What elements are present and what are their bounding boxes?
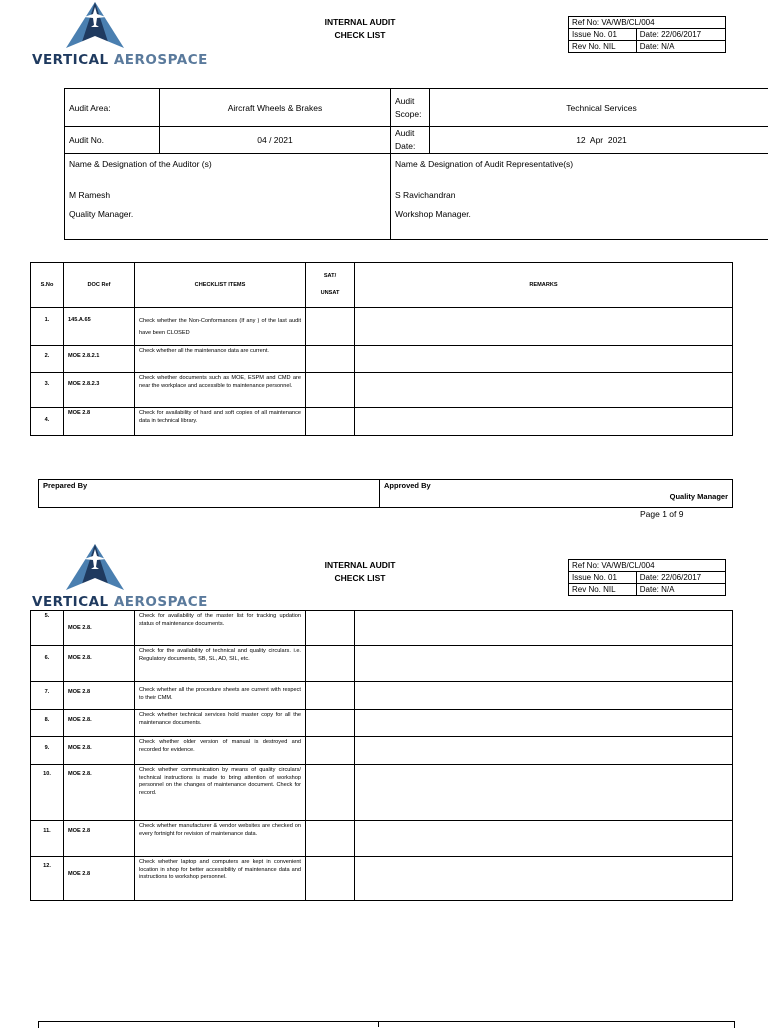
revision-date: Date: N/A: [636, 584, 725, 596]
table-row: [31, 821, 733, 857]
title-line-2: CHECK LIST: [290, 29, 430, 42]
logo-mountain-icon: [60, 544, 130, 592]
row-doc-ref: MOE 2.8.2.1: [64, 346, 135, 373]
reference-box: [568, 16, 726, 53]
row-checklist-item: Check whether technical services hold master copy for all the maintenance documents.: [135, 710, 306, 737]
row-remarks-cell[interactable]: [355, 737, 733, 765]
prepared-by-label: Prepared By: [43, 481, 87, 490]
row-sat-unsat-cell[interactable]: [306, 373, 355, 408]
auditor-label: Name & Designation of the Auditor (s): [69, 159, 386, 169]
audit-number-value: 04 / 2021: [160, 127, 391, 154]
company-logo: [60, 2, 130, 55]
audit-area-value: Aircraft Wheels & Brakes: [160, 89, 391, 127]
row-doc-ref: MOE 2.8.: [64, 765, 135, 821]
row-doc-ref: 145.A.65: [64, 308, 135, 346]
table-row: [31, 737, 733, 765]
ref-number: Ref No: VA/WB/CL/004: [569, 17, 726, 29]
row-sat-unsat-cell[interactable]: [306, 737, 355, 765]
audit-date-label: Audit Date:: [391, 127, 430, 154]
representative-role: Workshop Manager.: [395, 209, 768, 219]
checklist-table-page2: [30, 610, 733, 901]
issue-date: Date: 22/06/2017: [636, 29, 725, 41]
row-sat-unsat-cell[interactable]: [306, 646, 355, 682]
revision-date: Date: N/A: [636, 41, 725, 53]
row-remarks-cell[interactable]: [355, 710, 733, 737]
row-sat-unsat-cell[interactable]: [306, 682, 355, 710]
issue-number: Issue No. 01: [569, 572, 637, 584]
row-sno: 2.: [31, 346, 64, 373]
document-title: [290, 559, 430, 585]
row-sno: 10.: [31, 765, 64, 821]
title-line-1: INTERNAL AUDIT: [290, 16, 430, 29]
logo-word-vertical: VERTICAL: [32, 52, 109, 68]
checklist-header-row: [31, 263, 733, 308]
row-remarks-cell[interactable]: [355, 408, 733, 436]
row-doc-ref: MOE 2.8: [64, 408, 135, 436]
header-sno: S.No: [31, 263, 64, 308]
approved-by-cell[interactable]: [380, 480, 733, 508]
auditor-role: Quality Manager.: [69, 209, 386, 219]
row-checklist-item: Check whether manufacturer & vendor websites are checked on every fortnight for revision of maintenance data.: [135, 821, 306, 857]
row-sno: 3.: [31, 373, 64, 408]
row-sat-unsat-cell[interactable]: [306, 408, 355, 436]
logo-word-aerospace: AEROSPACE: [114, 52, 208, 68]
row-sno: 4.: [31, 408, 64, 436]
header-doc-ref: DOC Ref: [64, 263, 135, 308]
row-checklist-item: Check whether older version of manual is destroyed and recorded for evidence.: [135, 737, 306, 765]
table-row: [31, 857, 733, 901]
revision-number: Rev No. NIL: [569, 41, 637, 53]
representative-cell: [391, 154, 768, 240]
row-sat-unsat-cell[interactable]: [306, 857, 355, 901]
row-doc-ref: MOE 2.8.: [64, 710, 135, 737]
representative-label: Name & Designation of Audit Representative(s): [395, 159, 768, 169]
audit-area-label: Audit Area:: [65, 89, 160, 127]
audit-scope-value: Technical Services: [430, 89, 768, 127]
row-checklist-item: Check for the availability of technical and quality circulars. i.e. Regulatory documents, SB, SL, AD, SIL, etc.: [135, 646, 306, 682]
auditor-cell: [65, 154, 391, 240]
row-checklist-item: Check whether all the maintenance data are current.: [135, 346, 306, 373]
row-sno: 5.: [31, 611, 64, 646]
checklist-table-page1: [30, 262, 733, 436]
row-doc-ref: MOE 2.8: [64, 821, 135, 857]
row-sno: 11.: [31, 821, 64, 857]
page-number: Page 1 of 9: [640, 509, 683, 519]
row-sat-unsat-cell[interactable]: [306, 821, 355, 857]
issue-number: Issue No. 01: [569, 29, 637, 41]
table-row: [31, 408, 733, 436]
revision-number: Rev No. NIL: [569, 584, 637, 596]
company-logo-text: [32, 52, 208, 68]
row-checklist-item: Check for availability of hard and soft copies of all maintenance data in technical library.: [135, 408, 306, 436]
row-checklist-item: Check whether all the procedure sheets are current with respect to their CMM.: [135, 682, 306, 710]
audit-info-table: [64, 88, 768, 240]
row-remarks-cell[interactable]: [355, 682, 733, 710]
table-row: [31, 373, 733, 408]
table-row: [31, 765, 733, 821]
row-sat-unsat-cell[interactable]: [306, 611, 355, 646]
row-remarks-cell[interactable]: [355, 611, 733, 646]
document-title: [290, 16, 430, 42]
row-checklist-item: Check whether laptop and computers are kept in convenient location in shop for better accessibility of maintenance data and instructions to workshop personnel.: [135, 857, 306, 901]
audit-scope-label: Audit Scope:: [391, 89, 430, 127]
company-logo-text: [32, 594, 208, 610]
approved-by-label: Approved By: [384, 481, 728, 490]
ref-number: Ref No: VA/WB/CL/004: [569, 560, 726, 572]
row-sat-unsat-cell[interactable]: [306, 346, 355, 373]
reference-box: [568, 559, 726, 596]
row-sat-unsat-cell[interactable]: [306, 765, 355, 821]
header-remarks: REMARKS: [355, 263, 733, 308]
row-remarks-cell[interactable]: [355, 346, 733, 373]
row-sno: 1.: [31, 308, 64, 346]
signature-table: [38, 479, 733, 508]
row-sat-unsat-cell[interactable]: [306, 710, 355, 737]
row-remarks-cell[interactable]: [355, 646, 733, 682]
row-remarks-cell[interactable]: [355, 765, 733, 821]
table-row: [31, 346, 733, 373]
row-doc-ref: MOE 2.8.2.3: [64, 373, 135, 408]
row-doc-ref: MOE 2.8.: [64, 737, 135, 765]
row-sno: 8.: [31, 710, 64, 737]
row-checklist-item: Check whether documents such as MOE, ESPM and CMD are near the workplace and accessible to maintenance personnel.: [135, 373, 306, 408]
table-row: [31, 710, 733, 737]
company-logo: [60, 544, 130, 597]
table-row: [31, 682, 733, 710]
row-doc-ref: MOE 2.8.: [64, 646, 135, 682]
row-sat-unsat-cell[interactable]: [306, 308, 355, 346]
row-doc-ref: MOE 2.8: [64, 682, 135, 710]
auditor-name: M Ramesh: [69, 190, 386, 200]
row-remarks-cell[interactable]: [355, 857, 733, 901]
audit-date-value: 12 Apr 2021: [430, 127, 768, 154]
header-sat-unsat: [306, 263, 355, 308]
approver-title: Quality Manager: [384, 492, 728, 501]
table-row: [31, 308, 733, 346]
logo-word-vertical: VERTICAL: [32, 594, 109, 610]
row-doc-ref: MOE 2.8.: [64, 611, 135, 646]
row-remarks-cell[interactable]: [355, 821, 733, 857]
row-doc-ref: MOE 2.8: [64, 857, 135, 901]
title-line-2: CHECK LIST: [290, 572, 430, 585]
row-sno: 12.: [31, 857, 64, 901]
bottom-signature-table-edge: [38, 1021, 735, 1028]
audit-number-label: Audit No.: [65, 127, 160, 154]
logo-word-aerospace: AEROSPACE: [114, 594, 208, 610]
title-line-1: INTERNAL AUDIT: [290, 559, 430, 572]
row-sno: 7.: [31, 682, 64, 710]
header-checklist-items: CHECKLIST ITEMS: [135, 263, 306, 308]
prepared-by-cell[interactable]: [39, 480, 380, 508]
header-sat: SAT/: [310, 268, 350, 285]
row-checklist-item: Check for availability of the master list for tracking updation status of maintenance documents.: [135, 611, 306, 646]
row-remarks-cell[interactable]: [355, 308, 733, 346]
representative-name: S Ravichandran: [395, 190, 768, 200]
row-remarks-cell[interactable]: [355, 373, 733, 408]
table-row: [31, 611, 733, 646]
row-sno: 9.: [31, 737, 64, 765]
logo-mountain-icon: [60, 2, 130, 50]
issue-date: Date: 22/06/2017: [636, 572, 725, 584]
row-checklist-item: Check whether communication by means of quality circulars/ technical instructions is made to bring attention of workshop personnel on the changes of maintenance document. Check for record.: [135, 765, 306, 821]
row-sno: 6.: [31, 646, 64, 682]
bottom-signature-divider: [378, 1021, 379, 1027]
row-checklist-item: Check whether the Non-Conformances (If any ) of the last audit have been CLOSED: [135, 308, 306, 346]
table-row: [31, 646, 733, 682]
header-unsat: UNSAT: [310, 285, 350, 302]
